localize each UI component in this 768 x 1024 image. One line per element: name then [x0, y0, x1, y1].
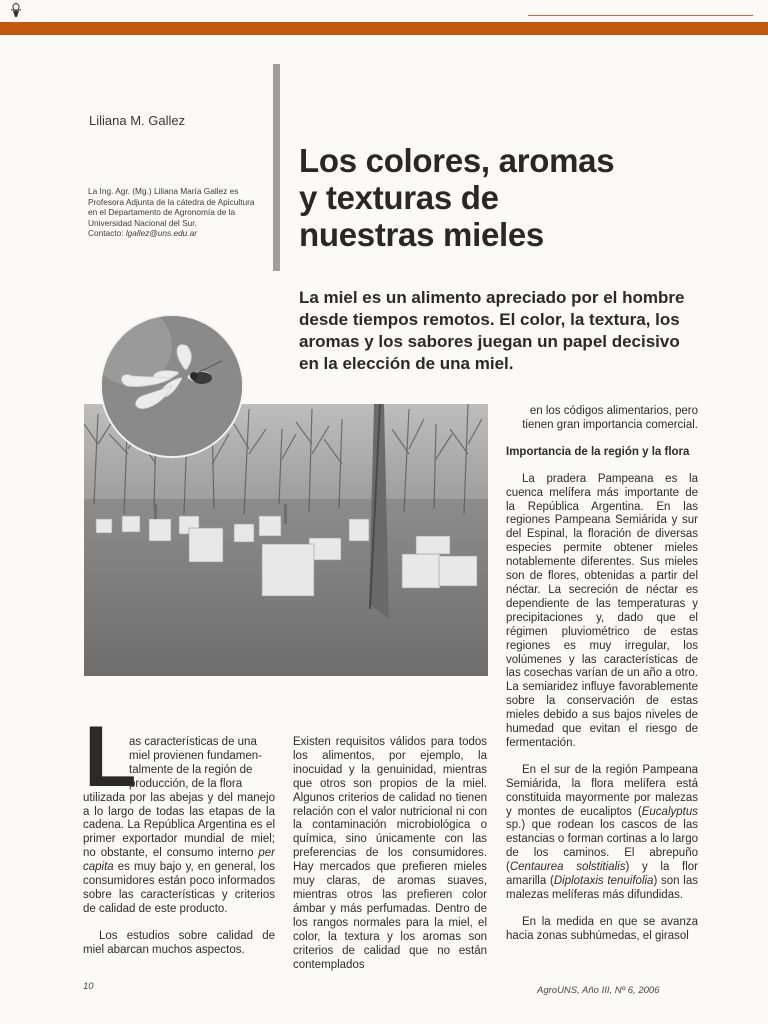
column-1	[83, 736, 275, 958]
title-line-2: y texturas de	[299, 179, 499, 216]
contact-label: Contacto:	[88, 228, 124, 239]
col3-paragraph-2	[506, 764, 698, 903]
journal-citation: AgroUNS, Año III, Nº 6, 2006	[537, 985, 660, 996]
col1-line-1: as características de una	[129, 736, 257, 748]
col2-paragraph-1: Existen requisitos válidos para todos los alimentos, por ejemplo, la inocuidad y la genuinidad, mientras que otros son propios de la miel. Algunos criterios de calidad no tienen relación con el valor nutricional ni con la contaminación microbiológica o química, sino únicamente con las preferencias de los consumidores. Hay mercados que prefieren mieles muy claras, de aromas suaves, mientras otros las prefieren color ámbar y más perfumadas. Dentro de los rangos normales para la miel, el color, la textura y los aromas son criterios de calidad que no están contemplados	[293, 736, 487, 971]
title-rule	[273, 64, 280, 271]
dropcap-letter: L	[84, 709, 137, 805]
col3-paragraph-1	[506, 473, 698, 751]
col1-p1-text-b: es muy bajo y, en general, los consumidores están poco informados sobre las características y criterios de calidad de este producto.	[83, 861, 275, 915]
bee-logo-icon	[9, 2, 23, 18]
col1-paragraph-2: Los estudios sobre calidad de miel abarcan muchos aspectos.	[83, 929, 275, 956]
col3-paragraph-1-text: La pradera Pampeana es la cuenca melífera más importante de la República Argentina. En las regiones Pampeana Semiárida y sur del Espinal, la floración de diversas especies permite obtener mieles notablemente diferentes. Sus mieles son de flores, obtenidas a partir del néctar. La secreción de néctar es dependiente de las temperaturas y precipitaciones y, dado que el régimen pluviométrico de estas regiones es muy irregular, los volúmenes y las características de las cosechas varían de un año a otro. La semiaridez influye favorablemente sobre la conservación de estas mieles debido a sus bajos niveles de humedad que evitan el riesgo de fermentación.	[506, 472, 698, 749]
col3-p2-italic-1: Eucalyptus	[641, 805, 698, 818]
section-heading: Importancia de la región y la flora	[506, 445, 690, 458]
col1-line-4: producción, de la flora	[129, 777, 243, 790]
page-number: 10	[83, 981, 94, 992]
col3-p2-text-d: ) son las malezas melíferas más difundidas.	[506, 875, 698, 901]
col3-paragraph-3	[506, 916, 698, 944]
col1-line-2: miel provienen fundamen-	[129, 749, 262, 762]
col3-p2-italic-2: Centaurea solstitialis	[509, 861, 626, 874]
col3-p2-text-c: ) y la flor amarilla (	[506, 861, 698, 888]
col3-paragraph-3-text: En la medida en que se avanza hacia zonas subhúmedas, el girasol	[506, 915, 698, 942]
author-bio	[88, 186, 260, 239]
col3-p2-text-b: sp.) que rodean los cascos de las estancias o forman cortinas a lo largo de los caminos. El abrepuño (	[506, 819, 698, 874]
article-title	[299, 142, 739, 253]
contact-email[interactable]: lgallez@uns.edu.ar	[125, 228, 197, 239]
flower-bee-inset-photo	[100, 314, 244, 458]
col1-p1-italic: per capita	[83, 847, 275, 874]
column-2	[293, 736, 487, 972]
title-line-3: nuestras mieles	[299, 216, 544, 253]
header-rule	[528, 15, 753, 16]
page-header	[0, 0, 768, 22]
col3-p2-italic-3: Diplotaxis tenuifolia	[553, 875, 654, 888]
col3-paragraph-0: en los códigos alimentarios, pero tienen gran importancia comercial.	[522, 405, 698, 431]
col1-line-3: talmente de la región de	[129, 763, 253, 776]
col3-p2-text-a: En el sur de la región Pampeana Semiárida, la flora melífera está constituida mayormente por malezas y montes de eucaliptos (	[506, 763, 698, 818]
author-name: Liliana M. Gallez	[89, 113, 186, 128]
column-3	[506, 405, 698, 944]
article-lead: La miel es un alimento apreciado por el hombre desde tiempos remotos. El color, la textura, los aromas y los sabores juegan un papel decisivo en la elección de una miel.	[299, 288, 685, 373]
bio-text: La Ing. Agr. (Mg.) Liliana María Gallez es Profesora Adjunta de la cátedra de Apicultura en el Departamento de Agronomía de la Universidad Nacional del Sur.	[88, 186, 255, 228]
title-line-1: Los colores, aromas	[299, 142, 615, 179]
header-band	[0, 22, 768, 35]
col1-paragraph-1	[83, 792, 275, 917]
col1-p1-text-a: utilizada por las abejas y del manejo a lo largo de todas las etapas de la cadena. La República Argentina es el primer exportador mundial de miel; no obstante, el consumo interno	[83, 791, 275, 860]
